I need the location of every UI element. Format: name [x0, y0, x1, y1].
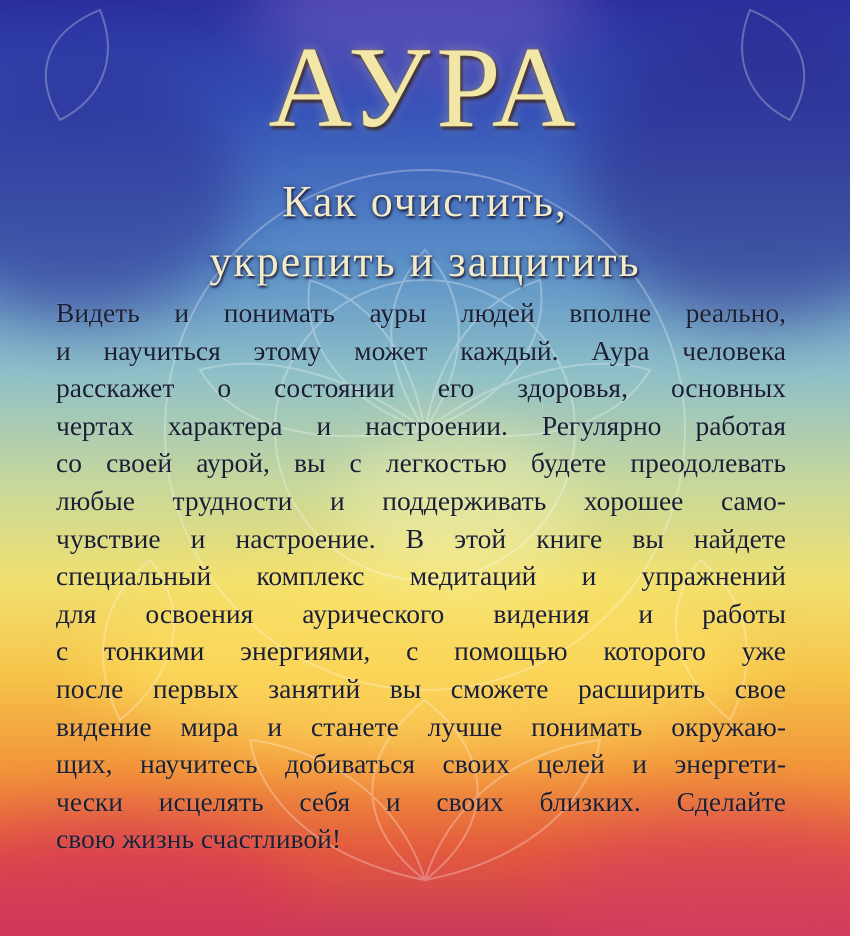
description-line: для освоения аурического видения и работы	[56, 597, 786, 629]
description-line: Видеть и понимать ауры людей вполне реально,	[56, 297, 786, 328]
book-description	[56, 294, 786, 858]
book-subtitle-line-2: укрепить и защитить	[209, 237, 641, 286]
description-line: свою жизнь счастливой!	[56, 823, 341, 855]
description-line: любые трудности и поддерживать хорошее само-	[56, 484, 786, 516]
description-line: щих, научитесь добиваться своих целей и энергети-	[56, 748, 786, 780]
description-line: с тонкими энергиями, с помощью которого уже	[56, 635, 786, 667]
description-line: расскажет о состоянии его здоровья, основных	[56, 372, 786, 404]
description-line: видение мира и станете лучше понимать окружаю-	[56, 710, 786, 742]
description-line: специальный комплекс медитаций и упражнений	[56, 560, 786, 592]
description-line: со своей аурой, вы с легкостью будете преодолевать	[56, 447, 786, 479]
description-line: чувствие и настроение. В этой книге вы найдете	[56, 522, 786, 554]
description-line: и научиться этому может каждый. Аура человека	[56, 334, 786, 366]
book-subtitle-line-1: Как очистить,	[282, 177, 568, 226]
description-line: чертах характера и настроении. Регулярно работая	[56, 409, 786, 441]
description-line: после первых занятий вы сможете расширить свое	[56, 672, 786, 704]
description-line: чески исцелять себя и своих близких. Сделайте	[56, 785, 786, 817]
book-title: АУРА	[268, 24, 582, 152]
